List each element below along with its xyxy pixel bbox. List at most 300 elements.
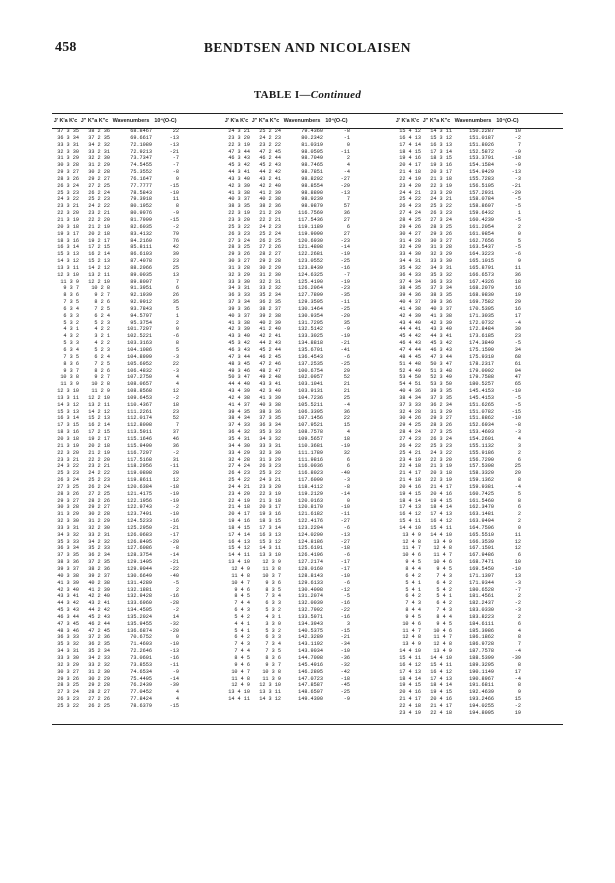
upper-level-cell: 14 4 11 — [228, 552, 250, 559]
wavenumber-cell: 189.3295 — [469, 661, 494, 668]
table-row — [394, 258, 560, 265]
residual-cell: -10 — [511, 415, 521, 422]
wavenumber-cell: 143.9034 — [298, 648, 323, 655]
table-row — [394, 135, 560, 142]
table-row — [223, 634, 389, 641]
table-row — [52, 292, 218, 299]
table-row — [394, 340, 560, 347]
upper-level-cell: 27 3 24 — [57, 689, 79, 696]
wavenumber-cell: 110.4367 — [127, 401, 152, 408]
table-row — [223, 409, 389, 416]
lower-level-cell: 39 2 38 — [259, 312, 281, 319]
upper-level-cell: 33 3 31 — [57, 141, 79, 148]
table-row — [223, 340, 389, 347]
residual-cell: 12 — [514, 545, 521, 552]
upper-level-cell: 30 3 28 — [57, 504, 79, 511]
residual-cell: 10 — [514, 128, 521, 134]
residual-cell: 79 — [172, 230, 179, 237]
upper-level-cell: 39 4 35 — [228, 408, 250, 415]
table-row — [52, 648, 218, 655]
table-row — [394, 155, 560, 162]
table-row — [223, 244, 389, 251]
upper-level-cell: 16 4 13 — [228, 538, 250, 545]
residual-cell: 94 — [514, 367, 521, 374]
table-row — [394, 525, 560, 532]
residual-cell: -8 — [343, 128, 350, 134]
lower-level-cell: 29 2 27 — [88, 175, 110, 182]
upper-level-cell: 31 4 28 — [399, 237, 421, 244]
table-row — [52, 224, 218, 231]
wavenumber-cell: 112.8008 — [127, 422, 152, 429]
lower-level-cell: 48 2 47 — [259, 367, 281, 374]
upper-level-cell: 15 4 11 — [399, 654, 421, 661]
lower-level-cell: 42 2 40 — [88, 593, 110, 600]
upper-level-cell: 10 3 8 — [60, 374, 79, 381]
lower-level-cell: 24 2 23 — [259, 134, 281, 141]
table-row — [52, 326, 218, 333]
table-row — [52, 545, 218, 552]
wavenumber-cell: 171.9344 — [469, 579, 494, 586]
table-row — [52, 313, 218, 320]
upper-level-cell: 30 4 27 — [399, 230, 421, 237]
table-row — [52, 183, 218, 190]
lower-level-cell: 22 3 19 — [259, 490, 281, 497]
table-row — [223, 559, 389, 566]
table-row — [394, 559, 560, 566]
table-row — [394, 566, 560, 573]
upper-level-cell: 32 3 29 — [57, 661, 79, 668]
lower-level-cell: 39 3 35 — [430, 388, 452, 395]
upper-level-cell: 13 4 10 — [228, 559, 250, 566]
lower-level-cell: 16 3 13 — [430, 141, 452, 148]
table-row — [394, 689, 560, 696]
upper-level-cell: 36 3 33 — [228, 292, 250, 299]
residual-cell: 4 — [346, 162, 350, 169]
wavenumber-cell: 171.3035 — [469, 312, 494, 319]
residual-cell: 8 — [517, 497, 521, 504]
residual-cell: -3 — [514, 429, 521, 436]
upper-level-cell: 22 3 19 — [228, 210, 250, 217]
upper-level-cell: 4 4 1 — [234, 620, 250, 627]
lower-level-cell: 47 2 45 — [88, 627, 110, 634]
wavenumber-cell: 91.3951 — [130, 285, 152, 292]
upper-level-cell: 14 4 10 — [399, 524, 421, 531]
wavenumber-cell: 104.1086 — [127, 347, 152, 353]
lower-level-cell: 36 3 33 — [430, 278, 452, 285]
upper-level-cell: 7 4 4 — [234, 648, 250, 655]
residual-cell: -21 — [340, 634, 350, 641]
wavenumber-cell: 165.5510 — [469, 531, 494, 538]
upper-level-cell: 47 3 45 — [57, 620, 79, 627]
wavenumber-cell: 154.2601 — [469, 435, 494, 442]
lower-level-cell: 7 4 3 — [436, 607, 452, 614]
wavenumber-cell: 184.6111 — [469, 620, 494, 627]
table-row — [223, 347, 389, 354]
table-row — [52, 655, 218, 662]
upper-level-cell: 4 3 1 — [63, 326, 79, 333]
residual-cell: -28 — [169, 600, 179, 607]
table-row — [223, 443, 389, 450]
residual-cell: -1 — [343, 134, 350, 141]
upper-level-cell: 45 4 42 — [399, 333, 421, 340]
upper-level-cell: 47 3 44 — [228, 353, 250, 360]
table-column-block — [52, 115, 218, 717]
upper-level-cell: 33 4 29 — [228, 449, 250, 456]
upper-level-cell: 5 4 1 — [405, 586, 421, 593]
wavenumber-cell: 105.5211 — [298, 401, 323, 408]
lower-level-cell: 11 3 8 — [262, 566, 281, 572]
table-row — [394, 210, 560, 217]
table-row — [52, 238, 218, 245]
residual-cell: 16 — [514, 285, 521, 292]
residual-cell: 14 — [172, 613, 179, 620]
wavenumber-cell: 134.3943 — [298, 620, 323, 627]
wavenumber-cell: 132.0039 — [298, 600, 323, 607]
wavenumber-cell: 116.0036 — [298, 463, 323, 470]
wavenumber-cell: 107.2750 — [127, 374, 152, 381]
wavenumber-cell: 169.5450 — [469, 566, 494, 572]
residual-cell: -39 — [511, 654, 521, 661]
wavenumber-cell: 122.2681 — [298, 251, 323, 258]
wavenumber-cell: 77.0452 — [130, 689, 152, 696]
wavenumber-cell: 122.1956 — [127, 497, 152, 504]
wavenumber-cell: 117.5436 — [298, 216, 323, 223]
residual-cell: 17 — [514, 668, 521, 675]
lower-level-cell: 37 2 35 — [88, 134, 110, 141]
table-row — [223, 628, 389, 635]
residual-cell: -35 — [340, 292, 350, 299]
residual-cell: 36 — [514, 271, 521, 278]
lower-level-cell: 32 2 31 — [259, 278, 281, 285]
table-row — [52, 450, 218, 457]
wavenumber-cell: 70.6752 — [130, 634, 152, 641]
residual-cell: 23 — [172, 408, 179, 415]
wavenumber-cell: 160.7425 — [469, 490, 494, 497]
residual-cell: 4 — [175, 381, 179, 388]
upper-level-cell: 31 3 29 — [57, 511, 79, 518]
wavenumber-cell: 124.6325 — [298, 271, 323, 278]
residual-cell: -20 — [169, 627, 179, 634]
table-row — [394, 333, 560, 340]
table-row — [52, 621, 218, 628]
upper-level-cell: 28 3 26 — [57, 175, 79, 182]
residual-cell: -8 — [172, 545, 179, 552]
residual-cell: 13 — [514, 572, 521, 579]
residual-cell: -16 — [340, 600, 350, 607]
residual-cell: -3 — [172, 353, 179, 360]
residual-cell: -22 — [340, 607, 350, 614]
upper-level-cell: 48 3 45 — [228, 360, 250, 367]
wavenumber-cell: 125.6191 — [298, 545, 323, 552]
table-row — [52, 504, 218, 511]
lower-level-cell: 21 3 18 — [430, 175, 452, 182]
table-row — [52, 196, 218, 203]
header-residual: 10⁴(O-C) — [154, 118, 177, 124]
upper-level-cell: 28 3 25 — [57, 682, 79, 689]
upper-level-cell: 13 4 9 — [402, 641, 421, 648]
lower-level-cell: 30 2 28 — [88, 169, 110, 176]
wavenumber-cell: 175.9310 — [469, 353, 494, 360]
table-bottom-rule — [52, 724, 563, 725]
wavenumber-cell: 133.5971 — [298, 613, 323, 620]
wavenumber-cell: 121.4808 — [298, 244, 323, 251]
wavenumber-cell: 132.1881 — [127, 586, 152, 593]
upper-level-cell: 43 3 40 — [228, 333, 250, 340]
lower-level-cell: 31 3 29 — [430, 408, 452, 415]
lower-level-cell: 16 3 13 — [259, 531, 281, 538]
wavenumber-cell: 120.8170 — [298, 504, 323, 511]
upper-level-cell: 15 4 12 — [228, 545, 250, 552]
table-row — [52, 279, 218, 286]
residual-cell: 26 — [172, 292, 179, 299]
lower-level-cell: 29 2 27 — [88, 504, 110, 511]
residual-cell: 39 — [172, 251, 179, 258]
lower-level-cell: 25 3 22 — [430, 203, 452, 210]
upper-level-cell: 21 4 17 — [399, 696, 421, 703]
residual-cell: 6 — [517, 552, 521, 559]
upper-level-cell: 35 4 32 — [399, 264, 421, 271]
lower-level-cell: 45 2 44 — [259, 347, 281, 353]
residual-cell: -6 — [343, 353, 350, 360]
wavenumber-cell: 116.8023 — [298, 470, 323, 477]
lower-level-cell: 44 2 43 — [259, 340, 281, 347]
lower-level-cell: 41 3 38 — [430, 312, 452, 319]
lower-level-cell: 37 3 34 — [430, 285, 452, 292]
header-lower-level: J" K"a K"c — [422, 118, 451, 124]
lower-level-cell: 44 2 42 — [88, 607, 110, 614]
upper-level-cell: 12 3 10 — [57, 388, 79, 395]
wavenumber-cell: 167.1501 — [469, 545, 494, 552]
lower-level-cell: 20 3 18 — [430, 470, 452, 477]
table-row — [52, 559, 218, 566]
residual-cell: -4 — [514, 675, 521, 682]
lower-level-cell: 39 3 36 — [430, 299, 452, 306]
lower-level-cell: 7 2 5 — [94, 305, 110, 312]
table-row — [52, 682, 218, 689]
residual-cell: -5 — [172, 579, 179, 586]
wavenumber-cell: 80.2342 — [301, 134, 323, 141]
residual-cell: 11 — [172, 196, 179, 203]
residual-cell: 61 — [514, 360, 521, 367]
table-row — [52, 422, 218, 429]
table-row — [52, 614, 218, 621]
lower-level-cell: 28 3 26 — [430, 422, 452, 429]
upper-level-cell: 32 3 29 — [228, 271, 250, 278]
table-row — [223, 135, 389, 142]
residual-cell: -5 — [514, 340, 521, 347]
table-row — [52, 299, 218, 306]
lower-level-cell: 20 3 17 — [430, 169, 452, 176]
wavenumber-cell: 186.9728 — [469, 641, 494, 648]
upper-level-cell: 32 4 29 — [399, 244, 421, 251]
lower-level-cell: 19 4 15 — [430, 497, 452, 504]
wavenumber-cell: 154.9429 — [469, 169, 494, 176]
wavenumber-cell: 131.7295 — [298, 319, 323, 326]
lower-level-cell: 13 3 11 — [259, 689, 281, 696]
lower-level-cell: 16 2 14 — [88, 251, 110, 258]
table-row — [52, 231, 218, 238]
table-row — [223, 676, 389, 683]
lower-level-cell: 9 4 5 — [436, 566, 452, 572]
upper-level-cell: 11 4 8 — [231, 675, 250, 682]
residual-cell: -6 — [514, 251, 521, 258]
lower-level-cell: 26 3 23 — [430, 210, 452, 217]
table-row — [394, 265, 560, 272]
residual-cell: -16 — [169, 518, 179, 525]
lower-level-cell: 33 2 32 — [259, 285, 281, 292]
upper-level-cell: 23 4 19 — [399, 456, 421, 463]
residual-cell: 23 — [514, 333, 521, 340]
upper-level-cell: 15 4 12 — [399, 128, 421, 134]
table-row — [223, 190, 389, 197]
table-row — [223, 470, 389, 477]
lower-level-cell: 41 2 39 — [259, 189, 281, 196]
lower-level-cell: 26 2 25 — [88, 702, 110, 709]
table-row — [223, 655, 389, 662]
upper-level-cell: 30 3 27 — [57, 668, 79, 675]
residual-cell: 15 — [343, 422, 350, 429]
lower-level-cell: 23 2 21 — [88, 210, 110, 217]
residual-cell: 8 — [517, 682, 521, 689]
wavenumber-cell: 77.7777 — [130, 182, 152, 189]
running-head: BENDTSEN AND NICOLAISEN — [203, 40, 412, 55]
upper-level-cell: 50 3 47 — [228, 374, 250, 381]
wavenumber-cell: 145.4153 — [469, 394, 494, 401]
residual-cell: -7 — [343, 271, 350, 278]
lower-level-cell: 22 3 19 — [430, 477, 452, 484]
lower-level-cell: 45 2 43 — [259, 162, 281, 169]
table-row — [394, 710, 560, 717]
residual-cell: 2 — [175, 319, 179, 326]
table-row — [394, 607, 560, 614]
lower-level-cell: 25 3 23 — [430, 442, 452, 449]
lower-level-cell: 42 2 40 — [259, 182, 281, 189]
residual-cell: 29 — [343, 367, 350, 374]
upper-level-cell: 46 4 43 — [399, 340, 421, 347]
lower-level-cell: 44 3 41 — [430, 333, 452, 340]
residual-cell: 5 — [175, 305, 179, 312]
wavenumber-cell: 151.6265 — [469, 401, 494, 408]
lower-level-cell: 21 2 19 — [88, 449, 110, 456]
lower-level-cell: 16 4 12 — [430, 668, 452, 675]
upper-level-cell: 10 4 7 — [231, 668, 250, 675]
residual-cell: 18 — [172, 401, 179, 408]
wavenumber-cell: 73.0601 — [130, 654, 152, 661]
upper-level-cell: 7 3 5 — [63, 299, 79, 306]
lower-level-cell: 19 4 15 — [430, 689, 452, 696]
lower-level-cell: 22 2 20 — [88, 456, 110, 463]
table-row — [394, 648, 560, 655]
table-row — [394, 436, 560, 443]
table-row — [394, 388, 560, 395]
residual-cell: 18 — [514, 278, 521, 285]
upper-level-cell: 32 4 28 — [399, 408, 421, 415]
lower-level-cell: 32 2 30 — [88, 155, 110, 162]
table-title-continued: Continued — [310, 89, 362, 101]
upper-level-cell: 48 3 46 — [57, 627, 79, 634]
upper-level-cell: 34 4 31 — [399, 258, 421, 265]
lower-level-cell: 35 2 34 — [88, 648, 110, 655]
wavenumber-cell: 128.0160 — [298, 566, 323, 572]
lower-level-cell: 8 4 4 — [436, 613, 452, 620]
upper-level-cell: 23 3 20 — [228, 134, 250, 141]
wavenumber-cell: 165.1015 — [469, 258, 494, 265]
lower-level-cell: 20 2 18 — [88, 442, 110, 449]
wavenumber-cell: 163.1481 — [469, 511, 494, 518]
upper-level-cell: 27 3 25 — [57, 483, 79, 490]
wavenumber-cell: 106.4832 — [127, 367, 152, 374]
lower-level-cell: 29 2 28 — [88, 682, 110, 689]
residual-cell: 22 — [172, 360, 179, 367]
upper-level-cell: 26 3 24 — [57, 182, 79, 189]
table-row — [223, 511, 389, 518]
residual-cell: -6 — [343, 579, 350, 586]
table-row — [223, 504, 389, 511]
wavenumber-cell: 136.6874 — [127, 627, 152, 634]
wavenumber-cell: 175.1590 — [469, 347, 494, 353]
upper-level-cell: 15 3 13 — [57, 408, 79, 415]
wavenumber-cell: 126.8405 — [127, 538, 152, 545]
upper-level-cell: 40 4 37 — [399, 299, 421, 306]
upper-level-cell: 43 4 40 — [399, 319, 421, 326]
wavenumber-cell: 190.8967 — [469, 675, 494, 682]
table-row — [223, 299, 389, 306]
lower-level-cell: 50 3 47 — [430, 360, 452, 367]
upper-level-cell: 53 4 50 — [399, 374, 421, 381]
table-row — [52, 634, 218, 641]
upper-level-cell: 44 4 40 — [228, 381, 250, 388]
upper-level-cell: 12 3 10 — [57, 271, 79, 278]
wavenumber-cell: 119.2129 — [298, 490, 323, 497]
table-row — [52, 320, 218, 327]
lower-level-cell: 32 3 30 — [259, 449, 281, 456]
lower-level-cell: 4 2 2 — [94, 340, 110, 347]
wavenumber-cell: 104.7236 — [298, 394, 323, 401]
upper-level-cell: 28 3 26 — [57, 490, 79, 497]
upper-level-cell: 22 4 18 — [399, 702, 421, 709]
residual-cell: 7 — [175, 278, 179, 285]
lower-level-cell: 31 2 30 — [259, 271, 281, 278]
wavenumber-cell: 72.9213 — [130, 148, 152, 155]
table-row — [394, 196, 560, 203]
wavenumber-cell: 167.9486 — [469, 552, 494, 559]
table-row — [394, 299, 560, 306]
wavenumber-cell: 129.6133 — [298, 579, 323, 586]
residual-cell: 25 — [343, 394, 350, 401]
residual-cell: -2 — [514, 600, 521, 607]
upper-level-cell: 37 4 34 — [399, 278, 421, 285]
residual-cell: -19 — [169, 497, 179, 504]
lower-level-cell: 3 2 1 — [94, 333, 110, 340]
upper-level-cell: 7 4 4 — [234, 600, 250, 607]
residual-cell: 3 — [346, 620, 350, 627]
upper-level-cell: 9 3 7 — [63, 367, 79, 374]
upper-level-cell: 32 3 30 — [57, 148, 79, 155]
upper-level-cell: 11 3 9 — [60, 381, 79, 388]
wavenumber-cell: 137.2535 — [298, 360, 323, 367]
upper-level-cell: 36 4 33 — [399, 271, 421, 278]
lower-level-cell: 25 2 24 — [259, 128, 281, 134]
lower-level-cell: 13 4 9 — [433, 648, 452, 655]
header-upper-level: J' K'a K'c — [224, 118, 249, 124]
wavenumber-cell: 98.0595 — [301, 148, 323, 155]
residual-cell: 4 — [175, 689, 179, 696]
lower-level-cell: 22 2 21 — [259, 216, 281, 223]
table-row — [394, 422, 560, 429]
wavenumber-cell: 89.0035 — [130, 271, 152, 278]
upper-level-cell: 29 4 26 — [399, 223, 421, 230]
upper-level-cell: 11 4 7 — [402, 627, 421, 634]
